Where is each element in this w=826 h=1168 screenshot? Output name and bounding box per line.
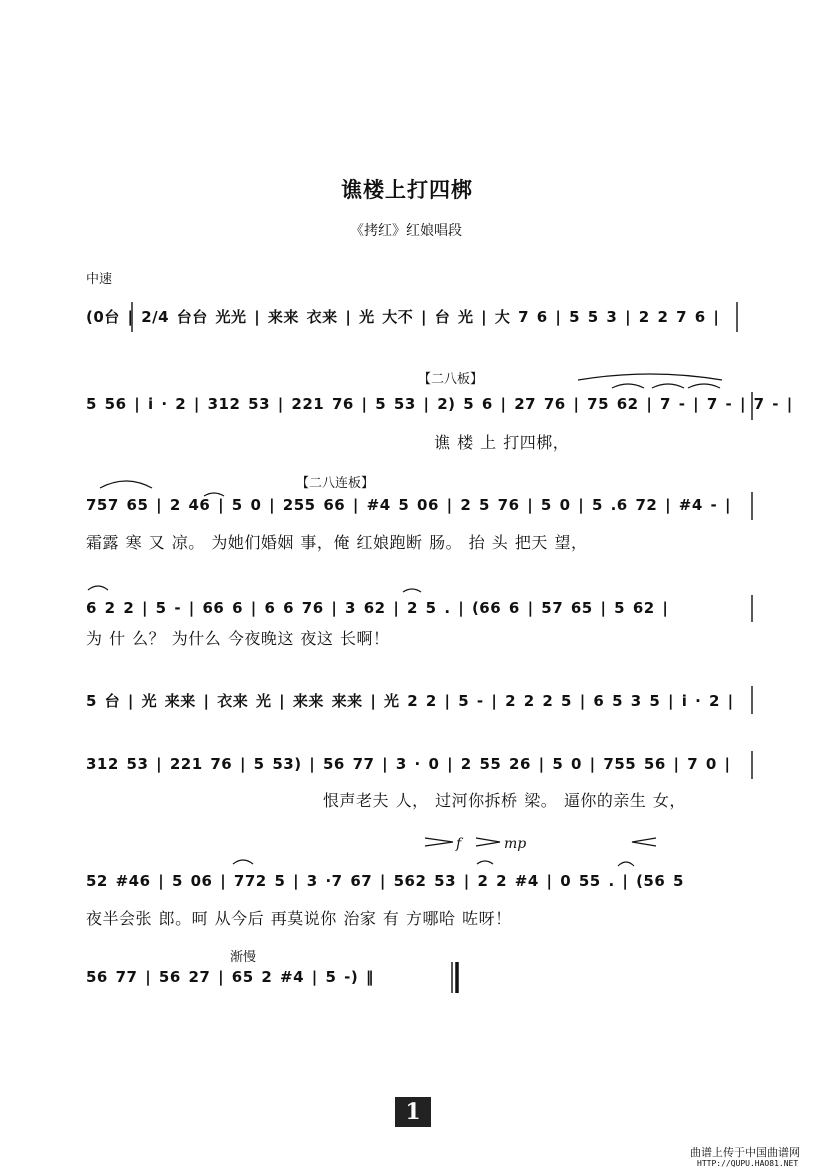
- page-number: 1: [395, 1097, 431, 1127]
- score-line-5: 5 台 | 光 来来 | 衣来 光 | 来来 来来 | 光 2 2 | 5 - | 2 2 2 5 | 6 5 3 5 | i · 2 |: [86, 692, 734, 710]
- dynamic-mezzo-piano: mp: [504, 836, 527, 852]
- lyrics-line-6: 恨声老夫 人， 过河你拆桥 梁。 逼你的亲生 女，: [323, 791, 686, 810]
- score-line-8: 56 77 | 56 27 | 65 2 #4 | 5 -) ‖: [86, 968, 374, 986]
- section-marker-erba-ban: 【二八板】: [418, 372, 484, 387]
- score-line-6: 312 53 | 221 76 | 5 53) | 56 77 | 3 · 0 | 2 55 26 | 5 0 | 755 56 | 7 0 |: [86, 755, 731, 773]
- song-title: 谯楼上打四梆: [341, 177, 473, 202]
- tempo-marking: 中速: [86, 272, 113, 287]
- lyrics-line-4: 为 什 么？ 为什么 今夜晚这 夜这 长啊！: [86, 629, 390, 648]
- score-line-4: 6 2 2 | 5 - | 66 6 | 6 6 76 | 3 62 | 2 5 . | (66 6 | 57 65 | 5 62 |: [86, 599, 669, 617]
- lyrics-line-3: 霜露 寒 又 凉。 为她们婚姻 事，俺 红娘跑断 肠。 抬 头 把天 望，: [86, 533, 588, 552]
- score-line-3: 757 65 | 2 46 | 5 0 | 255 66 | #4 5 06 | 2 5 76 | 5 0 | 5 .6 72 | #4 - |: [86, 496, 731, 514]
- dynamic-forte: f: [456, 836, 462, 852]
- song-subtitle: 《拷红》红娘唱段: [350, 223, 462, 239]
- footer-url: HTTP://QUPU.HAO81.NET: [697, 1159, 799, 1168]
- footer-source: 曲谱上传于中国曲谱网: [690, 1146, 800, 1159]
- score-line-1: (0台 | 2/4 台台 光光 | 来来 衣来 | 光 大不 | 台 光 | 大 7 6 | 5 5 3 | 2 2 7 6 |: [86, 308, 720, 326]
- score-line-2: 5 56 | i · 2 | 312 53 | 221 76 | 5 53 | 2) 5 6 | 27 76 | 75 62 | 7 - | 7 - | 7 - |: [86, 395, 793, 413]
- slowdown-marking: 渐慢: [230, 950, 257, 965]
- lyrics-line-2: 谯 楼 上 打四梆，: [434, 433, 570, 452]
- score-line-7: 52 #46 | 5 06 | 772 5 | 3 ·7 67 | 562 53 | 2 2 #4 | 0 55 . | (56 5: [86, 872, 684, 890]
- section-marker-erba-lianban: 【二八连板】: [296, 476, 375, 491]
- lyrics-line-7: 夜半会张 郎。呵 从今后 再莫说你 治家 有 方哪哈 咗呀！: [86, 909, 512, 928]
